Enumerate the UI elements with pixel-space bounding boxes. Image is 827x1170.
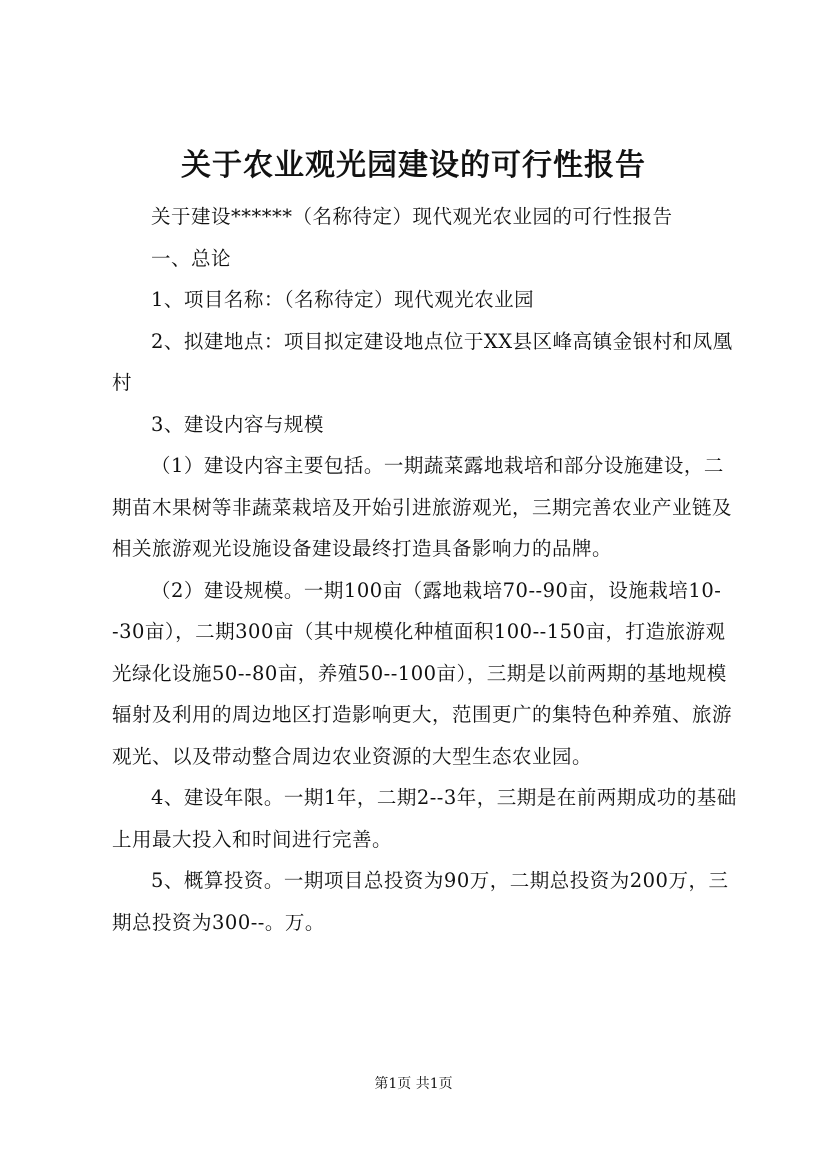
document-body (112, 196, 742, 943)
paragraph-construction-period: 4、建设年限。一期1年，二期2--3年，三期是在前两期成功的基础上用最大投入和时间进行完善。 (112, 786, 737, 851)
section-heading-overview: 一、总论 (151, 246, 232, 270)
document-title: 关于农业观光园建设的可行性报告 (181, 148, 646, 183)
paragraph-location: 2、拟建地点：项目拟定建设地点位于XX县区峰高镇金银村和凤凰村 (112, 329, 733, 394)
page-footer: 第1页 共1页 (374, 1076, 453, 1092)
paragraph-content-scale-heading: 3、建设内容与规模 (151, 412, 324, 436)
paragraph-construction-scale: （2）建设规模。一期100亩（露地栽培70--90亩，设施栽培10--30亩），二期300亩（其中规模化种植面积100--150亩，打造旅游观光绿化设施50--80亩，养殖50--100亩），三期是以前两期的基地规模辐射及利用的周边地区打造影响更大，范围更广的集特色种养殖、旅游观光、以及带动整合周边农业资源的大型生态农业园。 (112, 578, 733, 768)
paragraph-construction-content: （1）建设内容主要包括。一期蔬菜露地栽培和部分设施建设，二期苗木果树等非蔬菜栽培及开始引进旅游观光，三期完善农业产业链及相关旅游观光设施设备建设最终打造具备影响力的品牌。 (112, 454, 733, 560)
paragraph-investment: 5、概算投资。一期项目总投资为90万，二期总投资为200万，三期总投资为300--。万。 (112, 869, 729, 934)
paragraph-project-name: 1、项目名称：（名称待定）现代观光农业园 (151, 288, 535, 311)
subtitle-paragraph: 关于建设******（名称待定）现代观光农业园的可行性报告 (151, 205, 673, 228)
